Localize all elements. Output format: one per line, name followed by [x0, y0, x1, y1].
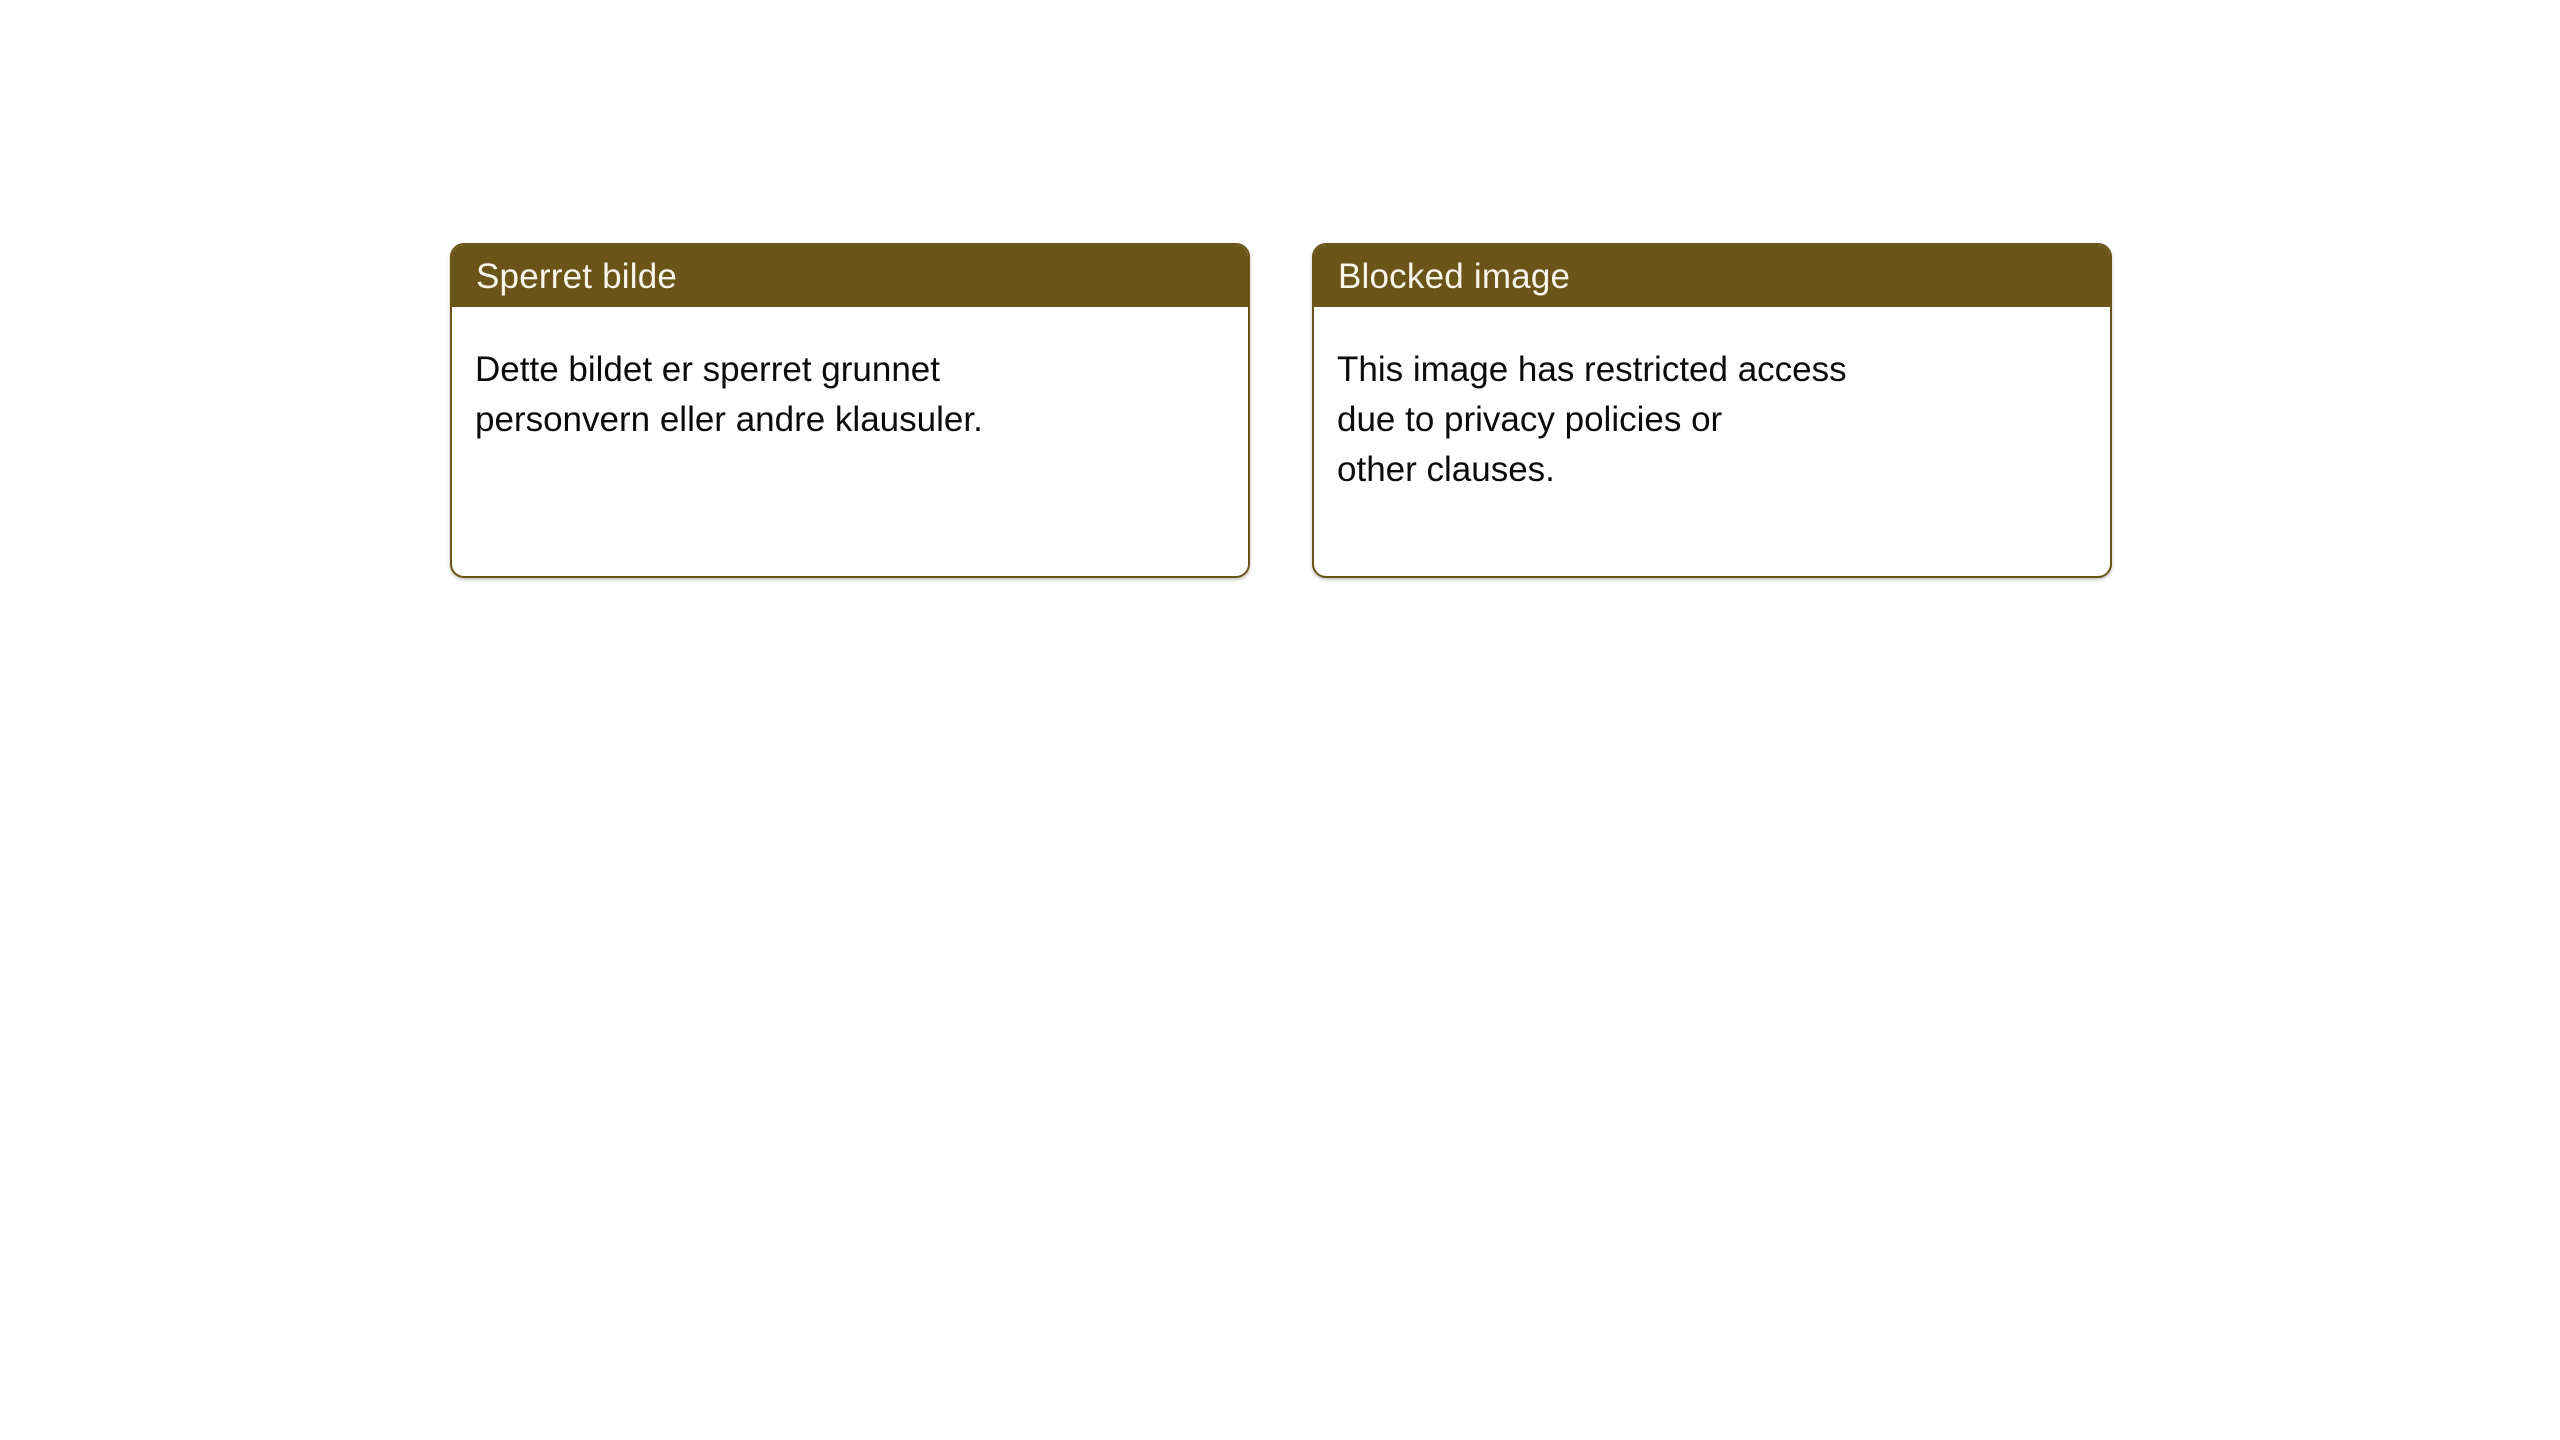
blocked-image-card-english: [1312, 243, 2112, 578]
blocked-image-card-norwegian: [450, 243, 1250, 578]
card-body-line: other clauses.: [1337, 450, 1555, 489]
card-body: [1314, 307, 2110, 495]
card-title: Sperret bilde: [476, 257, 678, 296]
card-title: Blocked image: [1338, 257, 1571, 296]
card-body-line: This image has restricted access: [1337, 350, 1847, 389]
card-body-line: personvern eller andre klausuler.: [475, 400, 983, 439]
card-body: [452, 307, 1248, 445]
card-body-line: Dette bildet er sperret grunnet: [475, 350, 940, 389]
card-titlebar: [452, 245, 1248, 307]
card-body-line: due to privacy policies or: [1337, 400, 1723, 439]
card-titlebar: [1314, 245, 2110, 307]
